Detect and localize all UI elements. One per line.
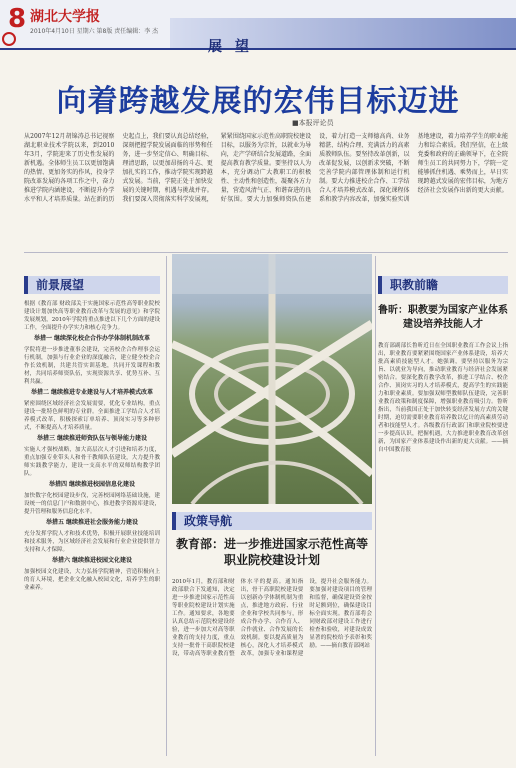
paper-name: 湖北大学报 bbox=[30, 9, 100, 25]
main-headline: 向着跨越发展的宏伟目标迈进 bbox=[56, 84, 460, 119]
preview-item-text: 实施人才强校战略，加大高层次人才引进和培养力度，重点加强专业带头人和骨干教师队伍建设，大力提升教师实践教学能力，建设一支高水平的双师结构教学团队。 bbox=[24, 447, 160, 477]
preview-item-heading: 举措三 继续推进师资队伍与领导能力建设 bbox=[36, 435, 148, 442]
preview-item-heading: 举措六 继续推进校园文化建设 bbox=[51, 557, 133, 564]
school-emblem-icon bbox=[2, 32, 16, 46]
preview-item bbox=[24, 389, 160, 432]
column-rule bbox=[375, 256, 376, 756]
preview-item-heading: 举措一 继续深化校企合作办学体制机制改革 bbox=[33, 335, 151, 342]
section-title: 展 望 bbox=[208, 39, 253, 55]
career-article-body: 教育部副部长鲁昕近日在全国职业教育工作会议上指出，职业教育要紧紧围绕国家产业体系建设，培养大批高素质技能型人才。她强调，要坚持以服务为宗旨、以就业为导向，推动职业教育与经济社会发展紧密结合。要深化教育教学改革，推进工学结合、校企合作、顶岗实习的人才培养模式，提高学生的实践能力和职业素质。要加强双师型教师队伍建设，完善职业教育政策和制度保障，增强职业教育吸引力。鲁昕指出，当前我国正处于加快转变经济发展方式的关键时期，迫切需要职业教育培养数以亿计的高素质劳动者和技能型人才。各级教育行政部门和职业院校要进一步提高认识，把握机遇，大力推进职业教育改革创新，为国家产业体系建设作出新的更大贡献。——摘自中国教育报 bbox=[378, 343, 508, 453]
byline: ■本报评论员 bbox=[292, 119, 334, 127]
lead-article-body: 从2007年12月胡锦涛总书记视察湖北职业技术学院以来，到2010年3月，学院迎来了历史性发展的新机遇。全体师生员工以更加饱满的热情、更加务实的作风，投身学院改革发展的各项工作之中，奋力推进学院内涵建设，不断提升办学水平和人才培养质量。站在新的历史起点上，我们要认真总结经验，深刻把握学院发展面临的形势和任务，进一步坚定信心、明确目标、理清思路，以更加昂扬的斗志、更加扎实的工作，推动学院实现跨越式发展。当前，学院正处于加快发展的关键时期，机遇与挑战并存。我们要深入贯彻落实科学发展观，紧紧围绕国家示范性高职院校建设目标，以服务为宗旨，以就业为导向，走产学研结合发展道路，全面提高教育教学质量。要坚持以人为本，充分调动广大教职工的积极性、主动性和创造性，凝聚各方力量，营造风清气正、和谐奋进的良好氛围。要大力加强师资队伍建设，着力打造一支师德高尚、业务精湛、结构合理、充满活力的高素质教师队伍。要坚持改革创新，以改革促发展，以创新求突破，不断完善学院内部管理体制和运行机制。要大力推进校企合作、工学结合人才培养模式改革，深化课程体系和教学内容改革，加强实验实训基地建设，着力培养学生的职业能力和综合素质。我们坚信，在上级党委和政府的正确领导下，在全院师生员工的共同努力下，学院一定能够抓住机遇、乘势而上，早日实现跨越式发展的宏伟目标，为地方经济社会发展作出新的更大贡献。 bbox=[24, 133, 508, 203]
preview-item bbox=[24, 519, 160, 554]
preview-item-text: 学院将进一步推进董事会建设，完善校企合作理事会运行机制，加强与行业企业的深度融合，建立健全校企合作长效机制，共建共管实训基地，共同开发课程和教材，共同培养师资队伍，实现资源共享、优势互补、互利共赢。 bbox=[24, 347, 160, 385]
policy-article-title: 教育部：进一步推进国家示范性高等职业院校建设计划 bbox=[175, 537, 368, 567]
preview-item bbox=[24, 557, 160, 592]
preview-item-text: 加快数字化校园建设步伐，完善校园网络基础设施，建设统一的信息门户和数据中心，推进教学资源库建设，提升管理和服务信息化水平。 bbox=[24, 493, 160, 515]
policy-article-body: 2010年1月，教育部和财政部联合下发通知，决定进一步推进国家示范性高等职业院校建设计划实施工作。通知要求，各地要认真总结示范院校建设经验，进一步加大对高等职业教育的支持力度，重点支持一批骨干高职院校建设，带动高等职业教育整体水平的提高。通知指出，骨干高职院校建设要以创新办学体制机制为重点，推进地方政府、行业企业和学校共同参与，形成合作办学、合作育人、合作就业、合作发展的长效机制。要以提高质量为核心，深化人才培养模式改革，加强专业和课程建设，提升社会服务能力。要加强对建设项目的管理和监督，确保建设资金按时足额到位，确保建设目标全面实现。教育部将会同财政部对建设工作进行检查和验收，对建设成效显著的院校给予表彰和奖励。——摘自教育部网站 bbox=[172, 579, 372, 657]
preview-heading: 前景展望 bbox=[24, 276, 160, 294]
column-rule bbox=[166, 256, 167, 756]
highway-interchange-photo bbox=[172, 254, 372, 504]
preview-item-heading: 举措五 继续推进社会服务能力建设 bbox=[45, 519, 139, 526]
preview-item-heading: 举措四 继续推进校园信息化建设 bbox=[48, 481, 136, 488]
preview-item bbox=[24, 481, 160, 516]
preview-item-text: 紧密围绕区域经济社会发展需要，优化专业结构，重点建设一批特色鲜明的专业群。全面推进工学结合人才培养模式改革，积极探索订单培养、顶岗实习等多种形式，不断提高人才培养质量。 bbox=[24, 401, 160, 431]
preview-item-heading: 举措二 继续推进专业建设与人才培养模式改革 bbox=[30, 389, 154, 396]
preview-body bbox=[24, 300, 160, 756]
issue-line: 2010年4月10日 星期六 第8版 责任编辑：李 杰 bbox=[30, 28, 159, 35]
preview-item-text: 充分发挥学院人才和技术优势，积极开展职业技能培训和技术服务，为区域经济社会发展和行业企业提供智力支持和人才保障。 bbox=[24, 531, 160, 553]
preview-item bbox=[24, 435, 160, 478]
career-article-title: 鲁昕：职教要为国家产业体系建设培养技能人才 bbox=[378, 305, 508, 330]
policy-heading: 政策导航 bbox=[172, 512, 372, 530]
preview-item-text: 加强校园文化建设，大力弘扬学院精神，营造积极向上的育人环境，把企业文化融入校园文化，培养学生的职业素养。 bbox=[24, 569, 160, 591]
section-divider bbox=[24, 252, 508, 253]
page-number: 8 bbox=[8, 4, 27, 34]
interchange-illustration bbox=[172, 254, 372, 504]
preview-intro: 根据《教育部 财政部关于实施国家示范性高等职业院校建设计划加快高等职业教育改革与发展的意见》和学院发展规划，2010年学院将重点推进以下几个方面的建设工作，全面提升办学实力和核心竞争力。 bbox=[24, 301, 160, 331]
masthead bbox=[0, 0, 516, 55]
preview-item bbox=[24, 335, 160, 386]
career-heading: 职教前瞻 bbox=[378, 276, 508, 294]
